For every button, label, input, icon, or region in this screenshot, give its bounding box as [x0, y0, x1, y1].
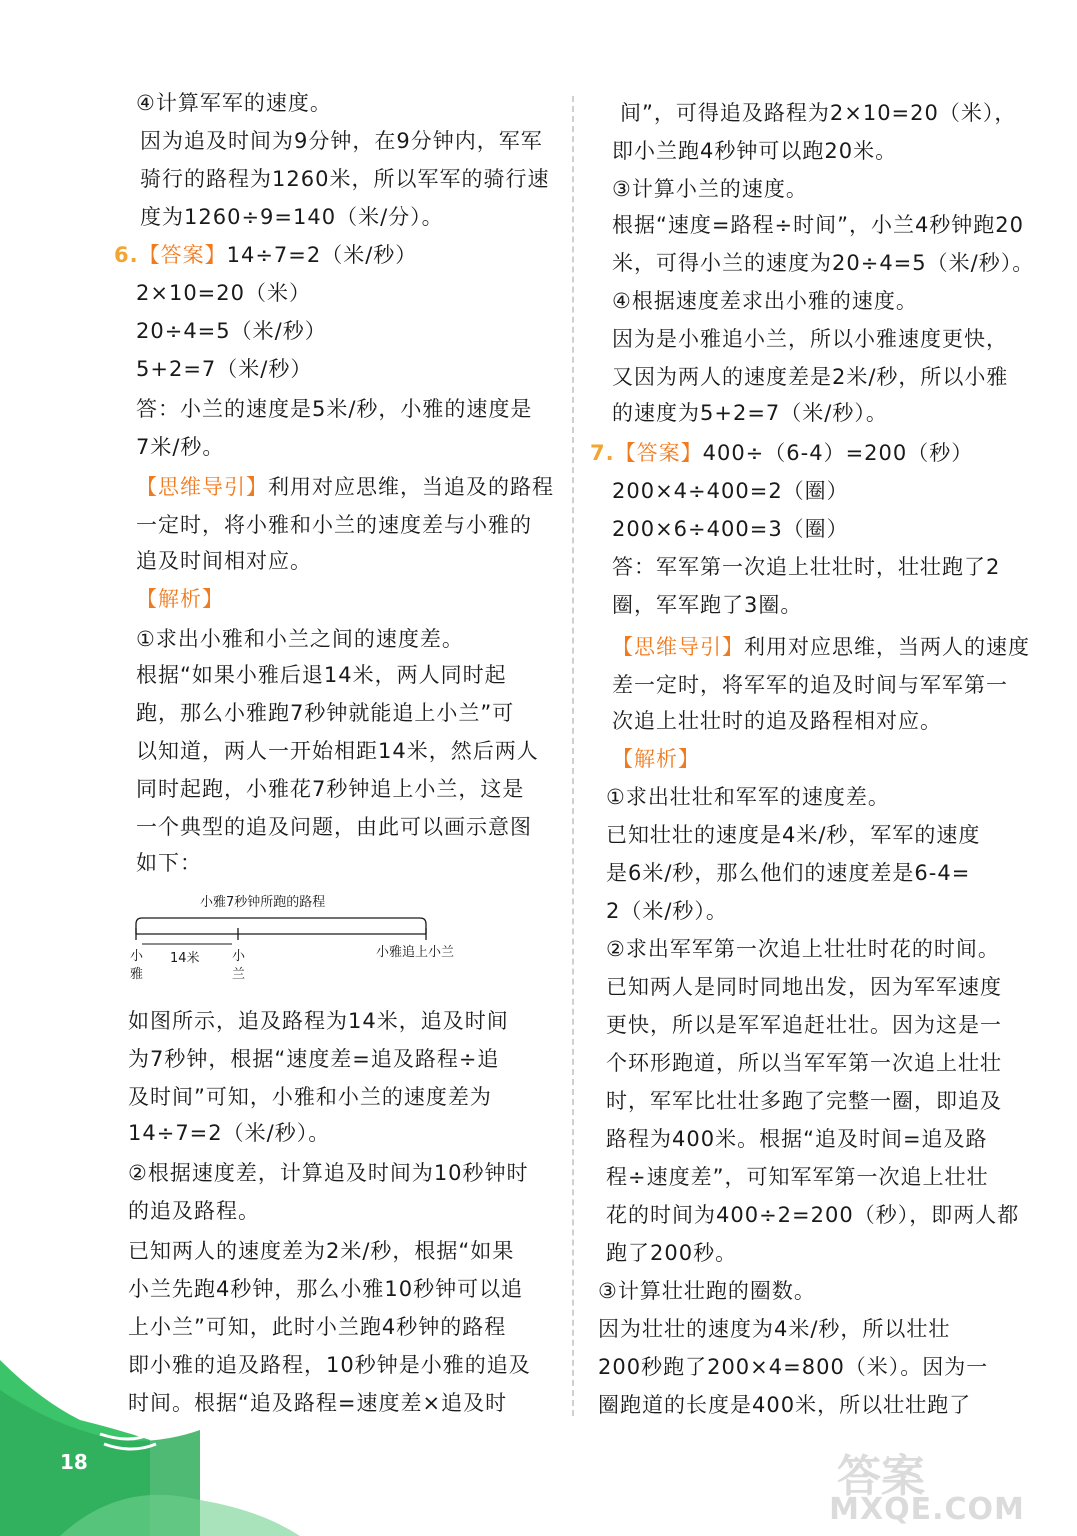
text-line: [612, 590, 802, 620]
section-tag: 【解析】: [136, 587, 224, 611]
line-text: 小兰先跑4秒钟，那么小雅10秒钟可以追: [128, 1277, 524, 1301]
text-line: [136, 774, 524, 804]
line-text: 14÷7=2（米/秒）: [226, 243, 418, 267]
section-tag: 【解析】: [612, 747, 700, 771]
text-line: [136, 812, 532, 842]
green-corner-decoration: [0, 1360, 360, 1536]
line-text: 花的时间为400÷2=200（秒），即两人都: [606, 1203, 1020, 1227]
line-text: 是6米/秒，那么他们的速度差是6-4=: [606, 861, 971, 885]
line-text: 因为壮壮的速度为4米/秒，所以壮壮: [598, 1317, 951, 1341]
line-text: 以知道，两人一开始相距14米，然后两人: [136, 739, 539, 763]
text-line: [128, 1118, 330, 1148]
line-text: 即小兰跑4秒钟可以跑20米。: [612, 139, 898, 163]
text-line: [128, 1082, 492, 1112]
text-line: [140, 126, 543, 156]
line-text: 又因为两人的速度差是2米/秒，所以小雅: [612, 365, 1009, 389]
text-line: [590, 438, 973, 468]
line-text: 时，军军比壮壮多跑了完整一圈，即追及: [606, 1089, 1002, 1113]
line-text: 程÷速度差”，可知军军第一次追上壮壮: [606, 1165, 989, 1189]
line-text: 骑行的路程为1260米，所以军军的骑行速: [140, 167, 550, 191]
section-tag: 【思维导引】: [136, 475, 268, 499]
text-line: [606, 972, 1002, 1002]
line-text: 路程为400米。根据“追及时间=追及路: [606, 1127, 988, 1151]
question-number: 6.: [114, 243, 139, 267]
line-text: ①求出壮壮和军军的速度差。: [606, 785, 890, 809]
line-text: ④计算军军的速度。: [136, 91, 332, 115]
text-line: [606, 782, 890, 812]
text-line: [612, 362, 1008, 392]
section-tag: 【答案】: [138, 243, 227, 267]
watermark: [807, 1440, 1047, 1530]
text-line: [606, 1238, 737, 1268]
diagram-end-label: 小雅追上小兰: [376, 945, 455, 960]
text-line: [140, 202, 444, 232]
line-text: 7米/秒。: [136, 435, 225, 459]
line-text: 如图所示，追及路程为14米，追及时间: [128, 1009, 509, 1033]
line-text: 根据“如果小雅后退14米，两人同时起: [136, 663, 507, 687]
text-line: [136, 736, 539, 766]
line-text: 根据“速度=路程÷时间”，小兰4秒钟跑20: [612, 213, 1025, 237]
line-text: 5+2=7（米/秒）: [136, 357, 313, 381]
line-text: 答：军军第一次追上壮壮时，壮壮跑了2: [612, 555, 1001, 579]
line-text: 200×6÷400=3（圈）: [612, 517, 849, 541]
line-text: 200×4÷400=2（圈）: [612, 479, 849, 503]
diagram-top-label: 小雅7秒钟所跑的路程: [200, 895, 326, 910]
line-text: 同时起跑，小雅花7秒钟追上小兰，这是: [136, 777, 525, 801]
text-line: [606, 896, 728, 926]
line-text: 跑，那么小雅跑7秒钟就能追上小兰”可: [136, 701, 515, 725]
text-line: [606, 1086, 1002, 1116]
line-text: 追及时间相对应。: [136, 549, 312, 573]
text-line: [612, 552, 1000, 582]
section-tag: 【思维导引】: [612, 635, 744, 659]
text-line: [128, 1196, 260, 1226]
text-line: [136, 88, 332, 118]
text-line: [606, 858, 970, 888]
line-text: 一定时，将小雅和小兰的速度差与小雅的: [136, 513, 532, 537]
text-line: [136, 546, 312, 576]
text-line: [606, 1010, 1002, 1040]
diagram-brace: [136, 918, 426, 934]
text-line: [128, 1044, 499, 1074]
text-line: [612, 632, 1030, 662]
column-divider: [572, 96, 574, 1416]
section-tag: 【答案】: [614, 441, 703, 465]
text-line: [606, 1124, 988, 1154]
line-text: 利用对应思维，当两人的速度: [744, 635, 1030, 659]
text-line: [612, 514, 849, 544]
text-line: [136, 394, 532, 424]
text-line: [606, 1048, 1002, 1078]
line-text: 200秒跑了200×4=800（米）。因为一: [598, 1355, 989, 1379]
diagram-mid-label-1: 小: [232, 949, 246, 964]
text-line: [606, 820, 980, 850]
text-line: [612, 476, 849, 506]
text-line: [606, 1162, 988, 1192]
text-line: [612, 744, 700, 774]
text-line: [136, 316, 327, 346]
line-text: 因为是小雅追小兰，所以小雅速度更快，: [612, 327, 1008, 351]
line-text: 上小兰”可知，此时小兰跑4秒钟的路程: [128, 1315, 507, 1339]
line-text: 如下：: [136, 851, 202, 875]
text-line: [612, 398, 888, 428]
line-text: 400÷（6-4）=200（秒）: [702, 441, 974, 465]
line-text: 度为1260÷9=140（米/分）。: [140, 205, 444, 229]
line-text: 一个典型的追及问题，由此可以画示意图: [136, 815, 532, 839]
text-line: [136, 848, 202, 878]
text-line: [136, 698, 514, 728]
text-line: [612, 324, 1008, 354]
diagram-mid-label-2: 兰: [232, 967, 246, 982]
text-line: [140, 164, 549, 194]
text-line: [606, 934, 1000, 964]
page-number: 18: [60, 1450, 88, 1474]
line-text: ①求出小雅和小兰之间的速度差。: [136, 627, 464, 651]
line-text: 跑了200秒。: [606, 1241, 738, 1265]
text-line: [598, 1390, 971, 1420]
line-text: 因为追及时间为9分钟，在9分钟内，军军: [140, 129, 543, 153]
line-text: 间”，可得追及路程为2×10=20（米），: [620, 101, 1017, 125]
text-line: [612, 136, 897, 166]
line-text: 差一定时，将军军的追及时间与军军第一: [612, 673, 1008, 697]
question-number: 7.: [590, 441, 615, 465]
diagram-left-label-2: 雅: [130, 967, 144, 982]
text-line: [128, 1312, 506, 1342]
line-text: ③计算壮壮跑的圈数。: [598, 1279, 816, 1303]
line-text: ④根据速度差求出小雅的速度。: [612, 289, 918, 313]
text-line: [612, 174, 808, 204]
text-line: [606, 1200, 1019, 1230]
line-text: ②根据速度差，计算追及时间为10秒钟时: [128, 1161, 529, 1185]
line-text: 个环形跑道，所以当军军第一次追上壮壮: [606, 1051, 1002, 1075]
line-text: 2×10=20（米）: [136, 281, 311, 305]
line-text: 即小雅的追及路程，10秒钟是小雅的追及: [128, 1353, 531, 1377]
text-line: [128, 1158, 529, 1188]
text-line: [136, 510, 532, 540]
text-line: [128, 1274, 523, 1304]
text-line: [612, 706, 942, 736]
text-line: [136, 432, 224, 462]
line-text: 圈，军军跑了3圈。: [612, 593, 803, 617]
watermark-text: MXQE.COM: [829, 1492, 1025, 1527]
text-line: [612, 248, 1034, 278]
line-text: 及时间”可知，小雅和小兰的速度差为: [128, 1085, 492, 1109]
diagram-left-label-1: 小: [130, 949, 144, 964]
text-line: [114, 240, 417, 270]
diagram-gap-label: 14米: [170, 951, 200, 966]
line-text: 次追上壮壮时的追及路程相对应。: [612, 709, 942, 733]
line-text: 已知壮壮的速度是4米/秒，军军的速度: [606, 823, 981, 847]
line-text: 已知两人是同时同地出发，因为军军速度: [606, 975, 1002, 999]
line-text: ②求出军军第一次追上壮壮时花的时间。: [606, 937, 1000, 961]
text-line: [612, 670, 1008, 700]
line-text: 利用对应思维，当追及的路程: [268, 475, 554, 499]
line-text: 已知两人的速度差为2米/秒，根据“如果: [128, 1239, 515, 1263]
text-line: [136, 624, 464, 654]
text-line: [612, 286, 918, 316]
text-line: [128, 1006, 509, 1036]
line-text: 20÷4=5（米/秒）: [136, 319, 327, 343]
line-text: 米，可得小兰的速度为20÷4=5（米/秒）。: [612, 251, 1035, 275]
line-text: ③计算小兰的速度。: [612, 177, 808, 201]
text-line: [136, 584, 224, 614]
line-text: 时间。根据“追及路程=速度差×追及时: [128, 1391, 508, 1415]
text-line: [598, 1314, 950, 1344]
line-text: 14÷7=2（米/秒）。: [128, 1121, 331, 1145]
line-text: 的追及路程。: [128, 1199, 260, 1223]
text-line: [612, 210, 1024, 240]
line-text: 圈跑道的长度是400米，所以壮壮跑了: [598, 1393, 972, 1417]
text-line: [136, 472, 554, 502]
text-line: [136, 660, 507, 690]
line-text: 为7秒钟，根据“速度差=追及路程÷追: [128, 1047, 500, 1071]
text-line: [128, 1236, 514, 1266]
text-line: [598, 1352, 988, 1382]
line-text: 答：小兰的速度是5米/秒，小雅的速度是: [136, 397, 533, 421]
chase-diagram: [128, 888, 548, 988]
line-text: 更快，所以是军军追赶壮壮。因为这是一: [606, 1013, 1002, 1037]
line-text: 2（米/秒）。: [606, 899, 728, 923]
text-line: [620, 98, 1016, 128]
text-line: [136, 278, 311, 308]
line-text: 的速度为5+2=7（米/秒）。: [612, 401, 888, 425]
text-line: [136, 354, 312, 384]
watermark-mark: 答案: [837, 1451, 925, 1502]
text-line: [598, 1276, 816, 1306]
